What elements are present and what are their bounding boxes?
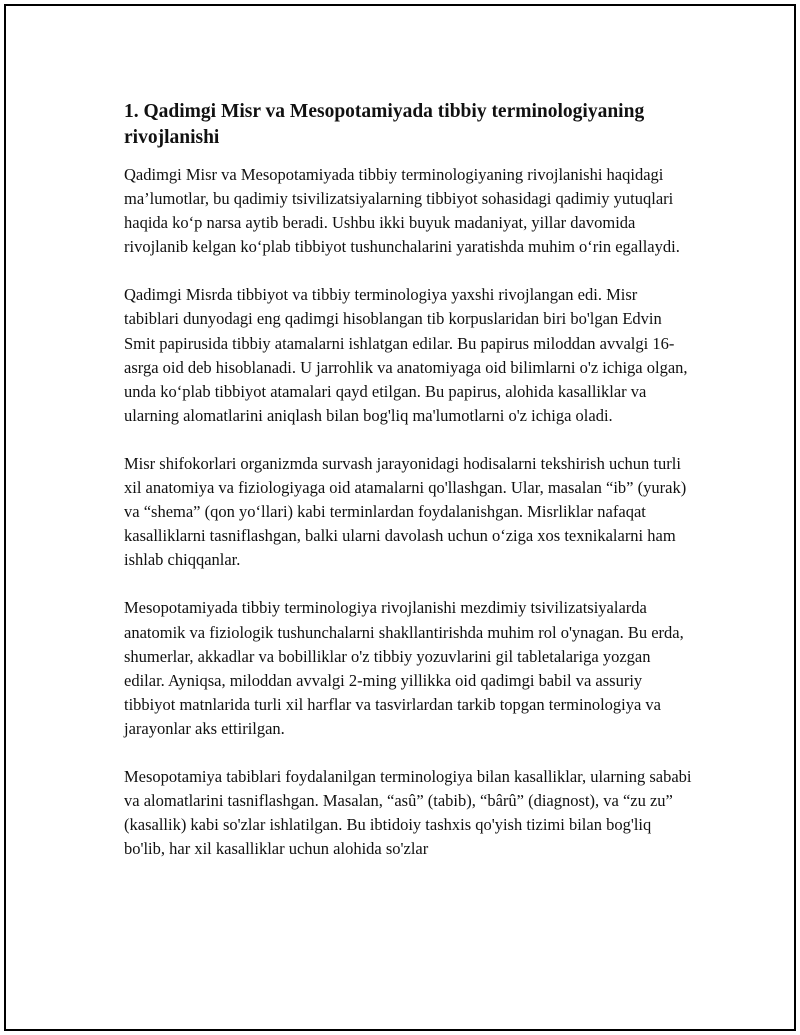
paragraph-intro: Qadimgi Misr va Mesopotamiyada tibbiy terminologiyaning rivojlanishi haqidagi ma’lumotlar, bu qadimiy tsivilizatsiyalarning tibbiyot sohasidagi qadimiy yutuqlari haqida ko‘p narsa aytib beradi. Ushbu ikki buyuk madaniyat, yillar davomida rivojlanib kelgan ko‘plab tibbiyot tushunchalarini yaratishda muhim o‘rin egallaydi.	[124, 165, 680, 257]
document-body	[124, 99, 694, 885]
page-frame	[4, 4, 796, 1031]
paragraph-mesopotamia-terms: Mesopotamiya tabiblari foydalanilgan terminologiya bilan kasalliklar, ularning sababi va alomatlarini tasniflashgan. Masalan, “asû” (tabib), “bârû” (diagnost), va “zu zu” (kasallik) kabi so'zlar ishlatilgan. Bu ibtidoiy tashxis qo'yish tizimi bilan bog'liq bo'lib, har xil kasalliklar uchun alohida so'zlar	[124, 766, 692, 859]
paragraph-egypt-physicians: Misr shifokorlari organizmda survash jarayonidagi hodisalarni tekshirish uchun turli xil anatomiya va fiziologiyaga oid atamalarni qo'llashgan. Ular, masalan “ib” (yurak) va “shema” (qon yo‘llari) kabi terminlardan foydalanishgan. Misrliklar nafaqat kasalliklarni tasniflashgan, balki ularni davolash uchun o‘ziga xos texnikalarni ham ishlab chiqqanlar.	[124, 453, 687, 570]
section-heading: 1. Qadimgi Misr va Mesopotamiyada tibbiy terminologiyaning rivojlanishi	[124, 101, 645, 148]
paragraph-mesopotamia: Mesopotamiyada tibbiy terminologiya rivojlanishi mezdimiy tsivilizatsiyalarda anatomik va fiziologik tushunchalarni shakllantirishda muhim rol o'ynagan. Bu erda, shumerlar, akkadlar va bobilliklar o'z tibbiy yozuvlarini gil tabletalariga yozgan edilar. Ayniqsa, miloddan avvalgi 2-ming yillikka oid qadimgi babil va assuriy tibbiyot matnlarida turli xil harflar va tasvirlardan tarkib topgan terminologiya va jarayonlar aks ettirilgan.	[124, 598, 684, 738]
paragraph-egypt-papyrus: Qadimgi Misrda tibbiyot va tibbiy terminologiya yaxshi rivojlangan edi. Misr tabiblari dunyodagi eng qadimgi hisoblangan tib korpuslaridan biri bo'lgan Edvin Smit papirusida tibbiy atamalarni ishlatgan edilar. Bu papirus miloddan avvalgi 16-asrga oid deb hisoblanadi. U jarrohlik va anatomiyaga oid bilimlarni o'z ichiga olgan, unda ko‘plab tibbiyot atamalari qayd etilgan. Bu papirus, alohida kasalliklar va ularning alomatlarini aniqlash bilan bog'liq ma'lumotlarni o'z ichiga oladi.	[124, 285, 688, 425]
